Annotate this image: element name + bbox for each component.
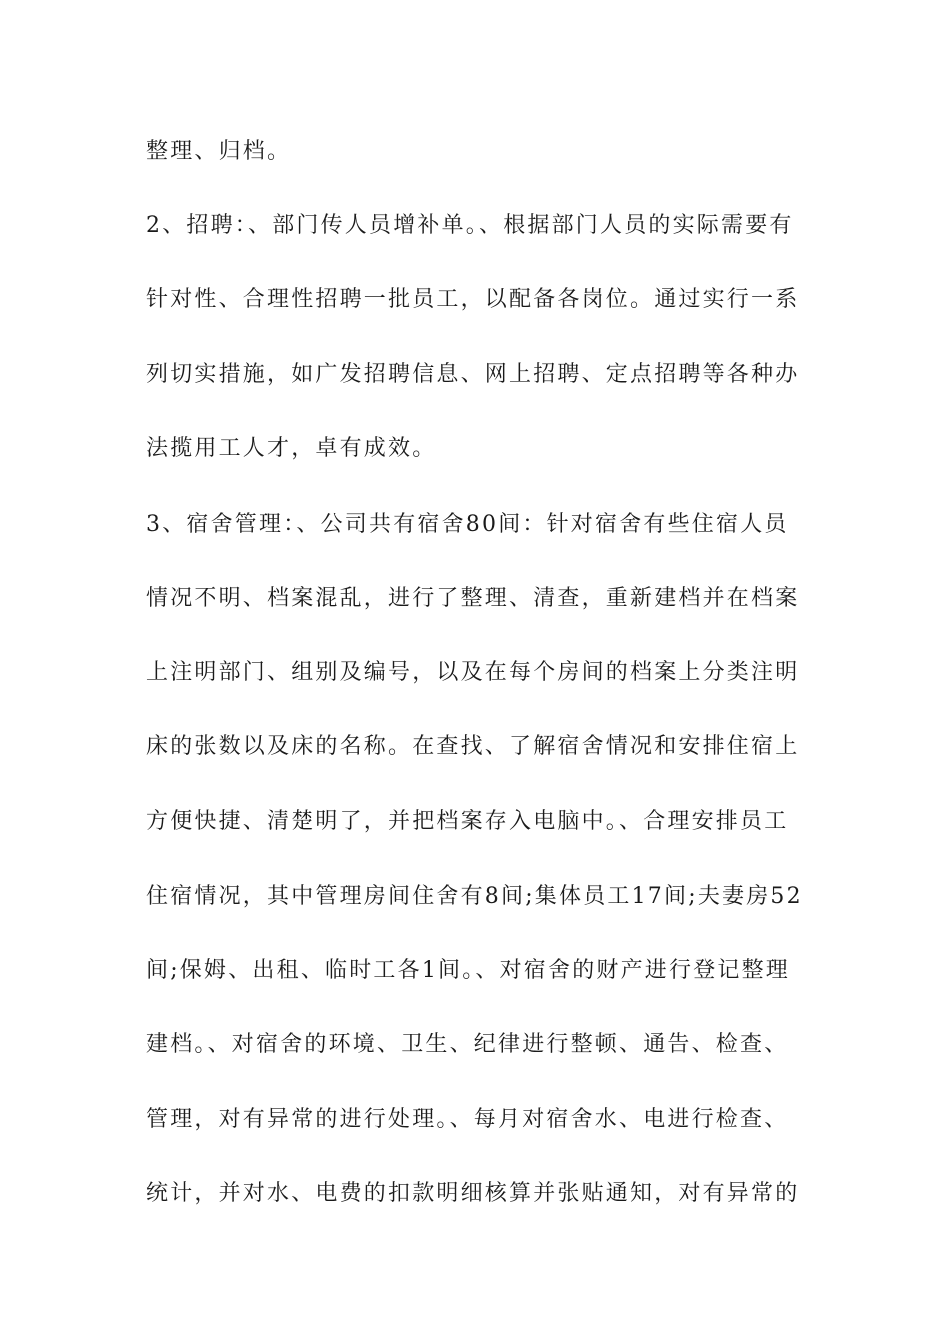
text-line: 建档。、对宿舍的环境、卫生、纪律进行整顿、通告、检查、	[146, 1032, 789, 1057]
text-line: 方便快捷、清楚明了，并把档案存入电脑中。、合理安排员工	[146, 809, 789, 834]
text-line: 床的张数以及床的名称。在查找、了解宿舍情况和安排住宿上	[146, 734, 800, 759]
text-line: 针对性、合理性招聘一批员工，以配备各岗位。通过实行一系	[146, 287, 800, 312]
text-line: 统计，并对水、电费的扣款明细核算并张贴通知，对有异常的	[146, 1181, 800, 1206]
text-line: 情况不明、档案混乱，进行了整理、清查，重新建档并在档案	[146, 586, 800, 611]
text-line: 3、宿舍管理：、公司共有宿舍80间：针对宿舍有些住宿人员	[146, 512, 789, 537]
text-line: 住宿情况，其中管理房间住舍有8间;集体员工17间;夫妻房52	[146, 884, 803, 909]
text-line: 列切实措施，如广发招聘信息、网上招聘、定点招聘等各种办	[146, 362, 800, 387]
text-line: 2、招聘：、部门传人员增补单。、根据部门人员的实际需要有	[146, 213, 794, 238]
text-line: 上注明部门、组别及编号，以及在每个房间的档案上分类注明	[146, 660, 800, 685]
text-line: 间;保姆、出租、临时工各1间。、对宿舍的财产进行登记整理	[146, 958, 791, 983]
text-line: 整理、归档。	[146, 139, 292, 164]
text-line: 管理，对有异常的进行处理。、每月对宿舍水、电进行检查、	[146, 1107, 789, 1132]
text-line: 法揽用工人才，卓有成效。	[146, 436, 437, 461]
